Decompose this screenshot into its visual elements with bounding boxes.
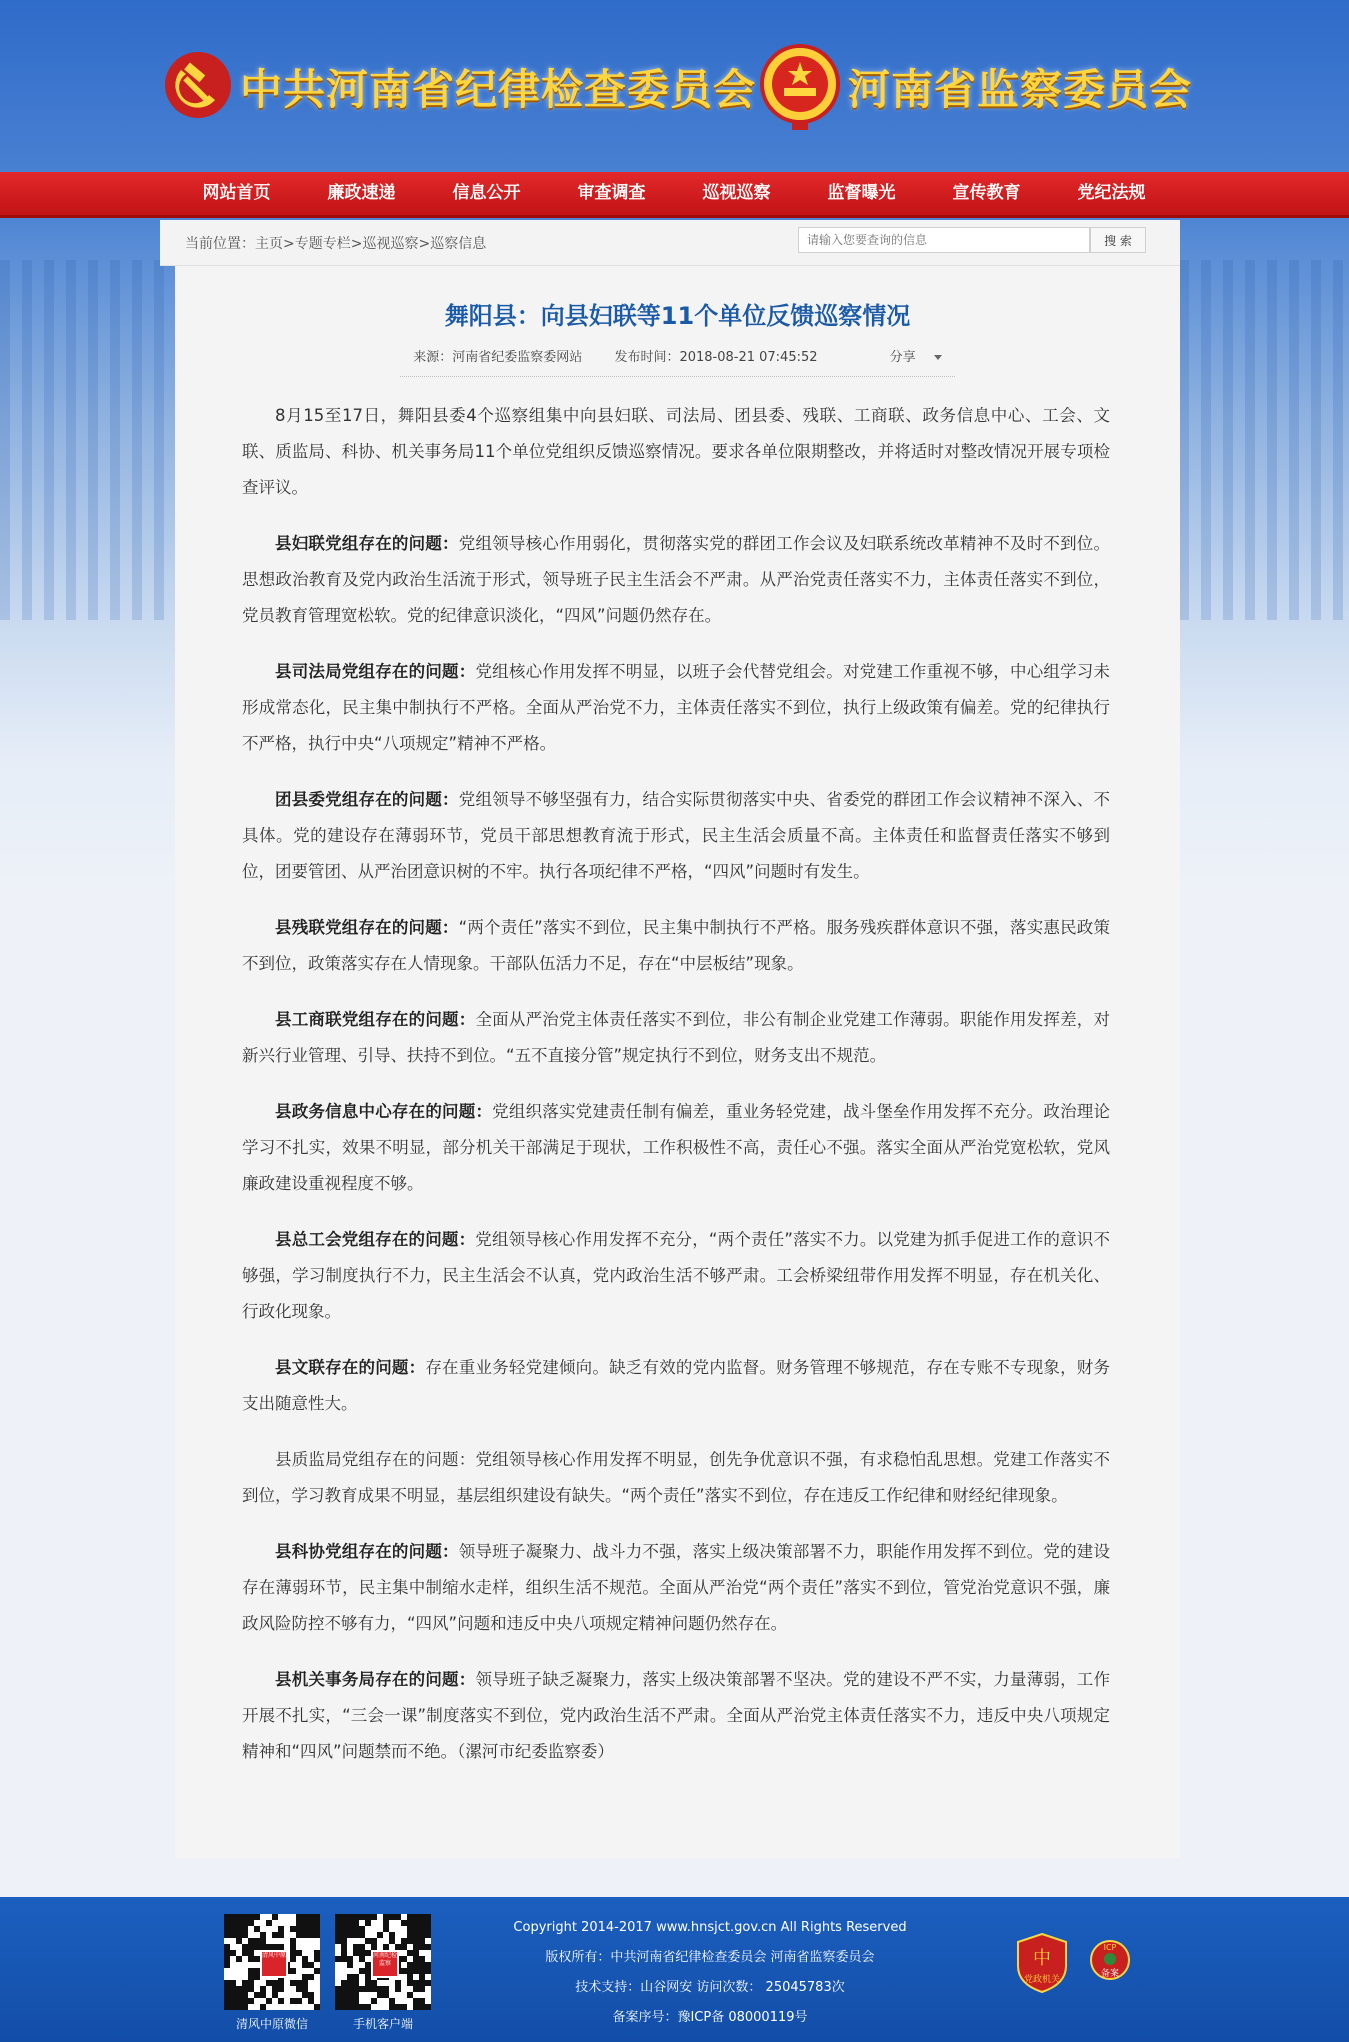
government-agency-badge-icon[interactable]	[1015, 1932, 1069, 1994]
footer-copyright: Copyright 2014-2017 www.hnsjct.gov.cn All Rights Reserved	[513, 1920, 907, 1935]
article-source: 来源：河南省纪委监察委网站	[413, 350, 583, 365]
article-meta	[175, 346, 1180, 365]
nav-item-investigation[interactable]: 审查调查	[577, 183, 646, 203]
qr-module	[254, 1914, 260, 1920]
city-skyline-right	[1179, 260, 1349, 620]
national-emblem-icon	[758, 42, 842, 132]
qr-module	[314, 1968, 320, 1974]
qr-module	[377, 1932, 383, 1938]
qr-center-logo: 河南纪检监察	[371, 1950, 399, 1978]
qr-module	[224, 1962, 230, 1968]
paragraph-lead: 县总工会党组存在的问题：	[275, 1230, 476, 1249]
paragraph-lead: 县工商联党组存在的问题：	[275, 1010, 476, 1029]
qr-label-app: 手机客户端	[352, 2017, 413, 2031]
article-paragraph	[242, 1662, 1110, 1770]
paragraph-text: “两个责任”落实不到位，民主集中制执行不严格。服务残疾群体意识不强，落实惠民政策不到位，政策落实存在人情现象。干部队伍活力不足，存在“中层板结”现象。	[242, 918, 1110, 973]
qr-module	[419, 1986, 425, 1992]
qr-module	[272, 1914, 278, 1920]
paragraph-lead: 县科协党组存在的问题：	[275, 1542, 459, 1561]
qr-module	[242, 2004, 248, 2010]
breadcrumb-item-inspection-info[interactable]: 巡察信息	[430, 236, 487, 252]
breadcrumb-separator: >	[283, 236, 295, 252]
search-button[interactable]: 搜 索	[1090, 227, 1146, 253]
breadcrumb-item-home[interactable]: 主页	[255, 236, 283, 252]
qr-module	[296, 1998, 302, 2004]
paragraph-text: 领导班子缺乏凝聚力，落实上级决策部署不坚决。党的建设不严不实，力量薄弱，工作开展不扎实，“三会一课”制度落实不到位，党内政治生活不严肃。全面从严治党主体责任落实不力，违反中央八项规定精神和“四风”问题禁而不绝。（漯河市纪委监察委）	[242, 1670, 1111, 1761]
paragraph-text: 党组核心作用发挥不明显，以班子会代替党组会。对党建工作重视不够，中心组学习未形成常态化，民主集中制执行不严格。全面从严治党不力，主体责任落实不到位，执行上级政策有偏差。党的纪律执行不严格，执行中央“八项规定”精神不严格。	[242, 662, 1111, 753]
nav-item-regulations[interactable]: 党纪法规	[1077, 183, 1146, 203]
breadcrumb-prefix: 当前位置：	[185, 236, 255, 252]
nav-item-home[interactable]: 网站首页	[202, 183, 271, 203]
article-paragraph	[242, 1222, 1110, 1330]
icp-record-badge-icon[interactable]	[1090, 1932, 1130, 1988]
nav-item-exposure[interactable]: 监督曝光	[827, 183, 896, 203]
nav-item-express[interactable]: 廉政速递	[327, 183, 396, 203]
paragraph-text: 党组领导核心作用发挥不充分，“两个责任”落实不力。以党建为抓手促进工作的意识不够强，学习制度执行不力，民主生活会不认真，党内政治生活不够严肃。工会桥梁纽带作用发挥不明显，存在机关化、行政化现象。	[242, 1230, 1110, 1321]
meta-divider	[400, 376, 955, 378]
qr-label-wechat: 清风中原微信	[235, 2017, 308, 2031]
svg-text:中: 中	[1033, 1948, 1051, 1969]
article-paragraph	[242, 1442, 1110, 1514]
badge-right-top-label: ICP	[1103, 1943, 1117, 1952]
breadcrumb-bar	[160, 220, 1180, 266]
article-paragraph	[242, 1002, 1110, 1074]
qr-module	[248, 1998, 254, 2004]
paragraph-lead: 县司法局党组存在的问题：	[275, 662, 476, 681]
qr-module	[314, 1956, 320, 1962]
breadcrumb-separator: >	[350, 236, 363, 252]
badge-left-label: 党政机关	[1023, 1975, 1061, 1985]
qr-module	[425, 2004, 431, 2010]
qr-module	[365, 1920, 371, 1926]
paragraph-lead: 县政务信息中心存在的问题：	[275, 1102, 493, 1121]
paragraph-text: 8月15至17日，舞阳县委4个巡察组集中向县妇联、司法局、团县委、残联、工商联、政务信息中心、工会、文联、质监局、科协、机关事务局11个单位党组织反馈巡察情况。要求各单位限期整改，并将适时对整改情况开展专项检查评议。	[242, 406, 1110, 497]
qr-module	[365, 2004, 371, 2010]
site-footer	[0, 1897, 1349, 2042]
paragraph-lead: 县残联党组存在的问题：	[275, 918, 459, 937]
article-paragraph	[242, 1534, 1110, 1642]
paragraph-lead: 团县委党组存在的问题：	[275, 790, 459, 809]
qr-code-app[interactable]	[335, 1914, 431, 2010]
nav-item-disclosure[interactable]: 信息公开	[452, 183, 521, 203]
paragraph-text: 党组领导不够坚强有力，结合实际贯彻落实中央、省委党的群团工作会议精神不深入、不具体。党的建设存在薄弱环节，党员干部思想教育流于形式，民主生活会质量不高。主体责任和监督责任落实不够到位，团要管团、从严治团意识树的不牢。执行各项纪律不严格，“四风”问题时有发生。	[242, 790, 1111, 881]
header-logo-row	[0, 42, 1349, 132]
qr-module	[236, 1956, 242, 1962]
qr-module	[314, 2004, 320, 2010]
qr-module	[425, 1944, 431, 1950]
breadcrumb-item-inspection[interactable]: 巡视巡察	[362, 236, 419, 252]
badge-right-label: 备案	[1100, 1969, 1120, 1979]
qr-module	[314, 1932, 320, 1938]
article-paragraph	[242, 1350, 1110, 1422]
paragraph-text: 县质监局党组存在的问题：党组领导核心作用发挥不明显，创先争优意识不强，有求稳怕乱思想。党建工作落实不到位，学习教育成果不明显，基层组织建设有缺失。“两个责任”落实不到位，存在违反工作纪律和财经纪律现象。	[242, 1450, 1110, 1505]
header-title-left: 中共河南省纪律检查委员会	[240, 65, 757, 114]
footer-owner: 版权所有：中共河南省纪律检查委员会 河南省监察委员会	[545, 1950, 875, 1965]
qr-module	[290, 1968, 296, 1974]
qr-module	[401, 2004, 407, 2010]
qr-module	[347, 1962, 353, 1968]
qr-module	[395, 1986, 401, 1992]
qr-module	[371, 1914, 377, 1920]
share-button[interactable]	[876, 350, 942, 365]
paragraph-text: 全面从严治党主体责任落实不到位，非公有制企业党建工作薄弱。职能作用发挥差，对新兴行业管理、引导、扶持不到位。“五不直接分管”规定执行不到位，财务支出不规范。	[242, 1010, 1111, 1065]
article-title: 舞阳县：向县妇联等11个单位反馈巡察情况	[444, 302, 911, 330]
qr-module	[260, 2004, 266, 2010]
qr-module	[278, 1998, 284, 2004]
qr-module	[371, 1998, 377, 2004]
header-title-right: 河南省监察委员会	[848, 65, 1193, 114]
qr-module	[425, 1968, 431, 1974]
article-paragraph	[242, 782, 1110, 890]
nav-item-education[interactable]: 宣传教育	[952, 183, 1021, 203]
hammer-sickle-icon	[163, 50, 233, 120]
qr-module	[278, 1986, 284, 1992]
qr-module	[266, 1998, 272, 2004]
qr-module	[425, 1932, 431, 1938]
article-panel	[175, 266, 1180, 1858]
nav-item-inspection[interactable]: 巡视巡察	[702, 183, 771, 203]
article-publish-time: 发布时间：2018-08-21 07:45:52	[614, 350, 818, 365]
article-paragraph	[242, 910, 1110, 982]
search-input[interactable]	[798, 227, 1090, 253]
qr-module	[425, 1980, 431, 1986]
paragraph-lead: 县机关事务局存在的问题：	[275, 1670, 476, 1689]
paragraph-lead: 县文联存在的问题：	[275, 1358, 426, 1377]
paragraph-text: 存在重业务轻党建倾向。缺乏有效的党内监督。财务管理不够规范，存在专账不专现象，财务支出随意性大。	[242, 1358, 1111, 1413]
footer-info	[470, 1913, 950, 2033]
qr-module	[278, 1932, 284, 1938]
qr-code-wechat[interactable]	[224, 1914, 320, 2010]
qr-module	[266, 1920, 272, 1926]
paragraph-lead: 县妇联党组存在的问题：	[275, 534, 459, 553]
site-header	[0, 0, 1349, 172]
qr-module	[290, 1956, 296, 1962]
paragraph-text: 党组领导核心作用弱化，贯彻落实党的群团工作会议及妇联系统改革精神不及时不到位。思想政治教育及党内政治生活流于形式，领导班子民主生活会不严肃。从严治党责任落实不力，主体责任落实不到位，党员教育管理宽松软。党的纪律意识淡化，“四风”问题仍然存在。	[242, 534, 1111, 625]
article-paragraph	[242, 526, 1110, 634]
qr-center-logo: 清风中原	[260, 1950, 288, 1978]
paragraph-text: 党组织落实党建责任制有偏差，重业务轻党建，战斗堡垒作用发挥不充分。政治理论学习不扎实，效果不明显，部分机关干部满足于现状，工作积极性不高，责任心不强。落实全面从严治党宽松软，党风廉政建设重视程度不够。	[242, 1102, 1111, 1193]
qr-module	[308, 1974, 314, 1980]
breadcrumb-item-topics[interactable]: 专题专栏	[294, 236, 351, 252]
footer-support: 技术支持：山谷网安 访问次数： 25045783次	[575, 1980, 845, 1995]
article-body	[242, 398, 1110, 1790]
main-nav	[0, 172, 1349, 218]
city-skyline-left	[0, 260, 170, 620]
article-paragraph	[242, 1094, 1110, 1202]
breadcrumb-separator: >	[418, 236, 431, 252]
share-label: 分享	[889, 350, 916, 365]
chevron-down-icon	[934, 355, 942, 360]
paragraph-text: 领导班子凝聚力、战斗力不强，落实上级决策部署不力，职能作用发挥不到位。党的建设存在薄弱环节，民主集中制缩水走样，组织生活不规范。全面从严治党“两个责任”落实不到位，管党治党意识不强，廉政风险防控不够有力，“四风”问题和违反中央八项规定精神问题仍然存在。	[242, 1542, 1111, 1633]
article-paragraph	[242, 398, 1110, 506]
breadcrumb	[185, 233, 486, 253]
footer-icp[interactable]: 备案序号：豫ICP备 08000119号	[612, 2010, 808, 2025]
article-paragraph	[242, 654, 1110, 762]
